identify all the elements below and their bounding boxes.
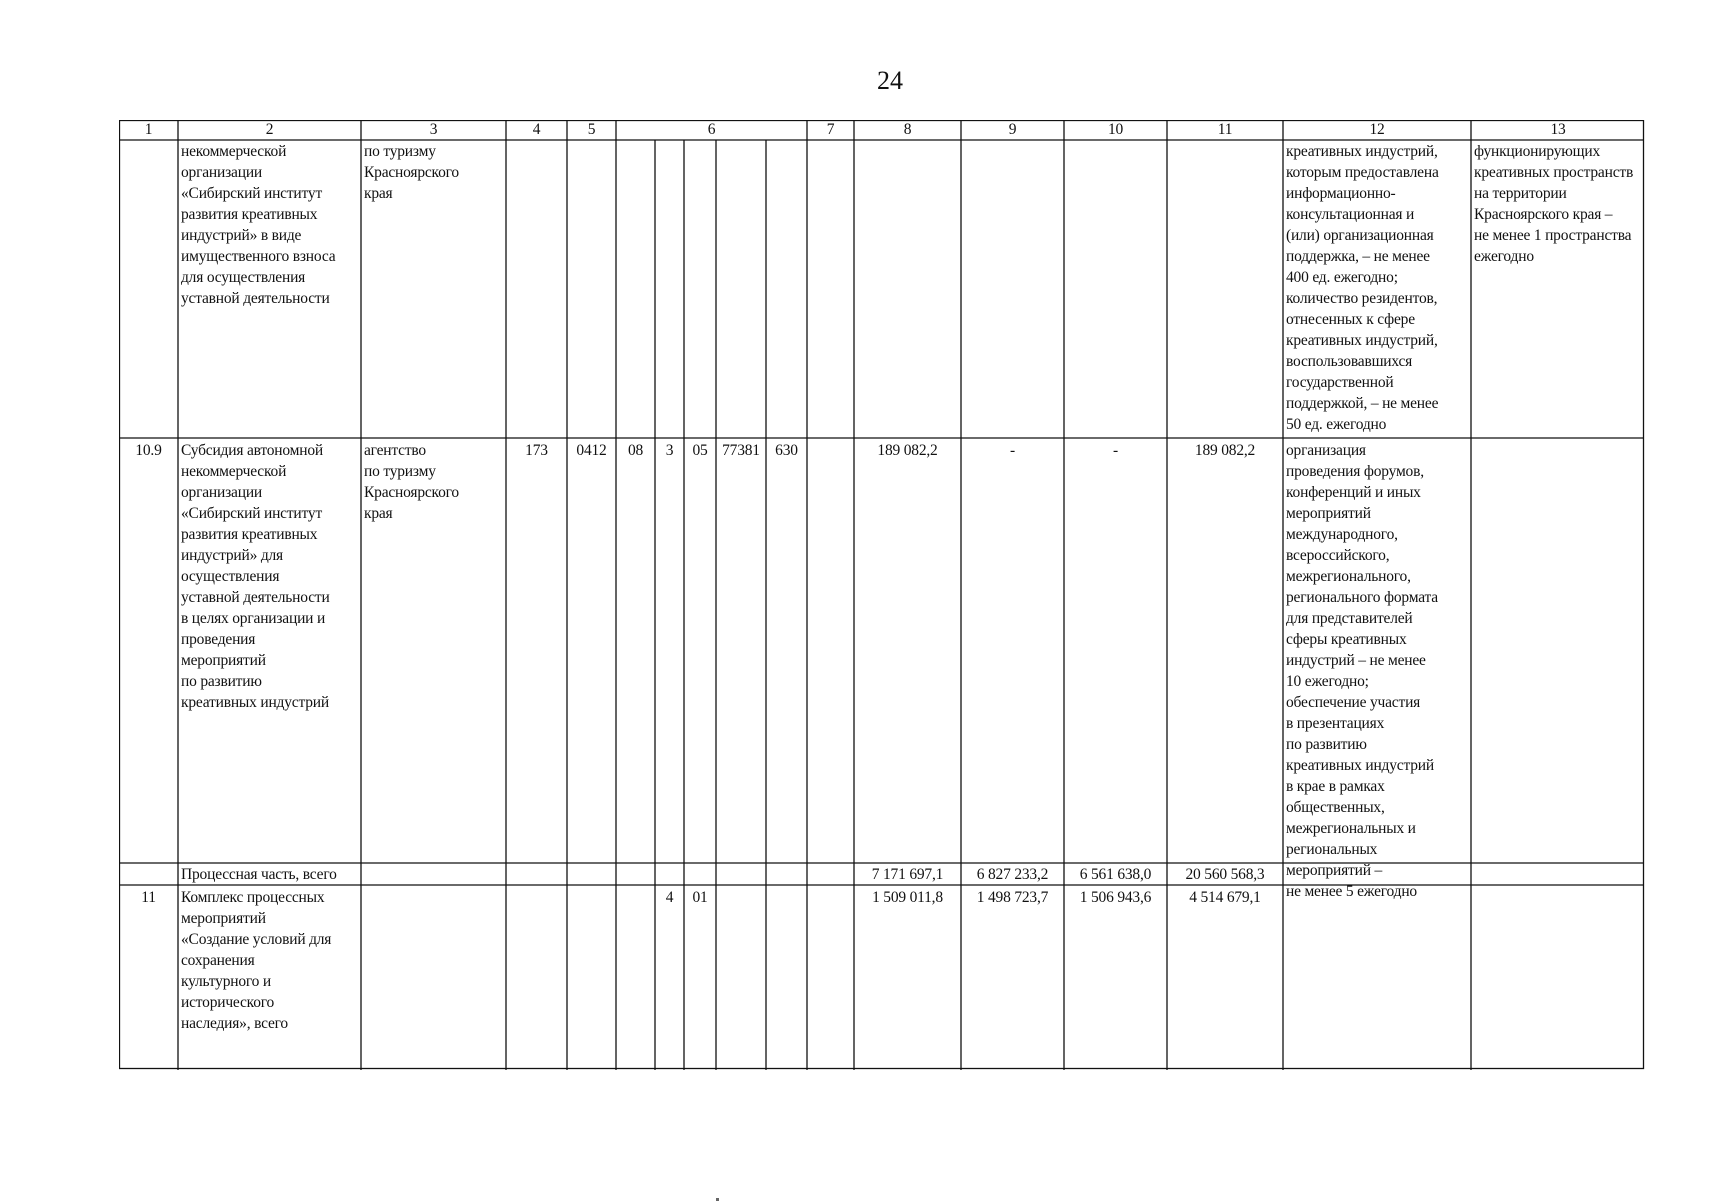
row-11-number: 11 [141,889,156,906]
row-11-col8: 1 509 011,8 [872,889,943,906]
col-header-2: 2 [265,121,274,138]
row-10-9-col6b: 3 [665,442,674,459]
row-11-name: Комплекс процессных мероприятий «Создание условий для сохранения культурного и исторического наследия», всего [181,889,332,1032]
total-row-col9: 6 827 233,2 [976,866,1049,883]
col-header-8: 8 [903,121,912,138]
row-10-9-col7: 630 [775,442,798,459]
continued-goal-indicator: функционирующих креативных пространств на территории Красноярского края – не менее 1 пространства ежегодно [1474,143,1634,265]
continued-item-name: некоммерческой организации «Сибирский институт развития креативных индустрий» в виде имущественного взноса для осуществления уставной деятельности [181,143,336,307]
row-10-9-result-indicator: организация проведения форумов, конференций и иных мероприятий международного, всероссийского, межрегионального, регионального формата для представителей сферы креативных индустрий – не менее 10 ежегодно; обеспечение участия в презентациях по развитию креативных индустрий в крае в рамках общественных, межрегиональных и региональных мероприятий – не менее 5 ежегодно [1286,442,1438,900]
row-11-col11: 4 514 679,1 [1189,889,1261,906]
col-header-3: 3 [429,121,438,138]
row-10-9-col4: 173 [525,442,548,459]
col-header-6: 6 [707,121,716,138]
col-header-11: 11 [1217,121,1233,138]
row-10-9-executor: агентство по туризму Красноярского края [364,442,459,522]
col-header-12: 12 [1369,121,1385,138]
row-11-col6b: 4 [665,889,674,906]
col-header-1: 1 [144,121,153,138]
row-11-col9: 1 498 723,7 [976,889,1049,906]
continued-executor: по туризму Красноярского края [364,143,459,202]
row-10-9-col8: 189 082,2 [877,442,938,459]
page-number: 24 [877,66,903,95]
total-row-label: Процессная часть, всего [181,866,337,883]
col-header-4: 4 [532,121,541,138]
total-row-col8: 7 171 697,1 [871,866,944,883]
row-10-9-col6d: 77381 [722,442,760,459]
row-11-col6c: 01 [692,889,708,906]
row-10-9-col10: - [1113,442,1118,459]
row-10-9-col6a: 08 [627,442,644,459]
row-10-9-col5: 0412 [576,442,607,459]
row-10-9-name: Субсидия автономной некоммерческой организации «Сибирский институт развития креативных индустрий» для осуществления уставной деятельности в целях организации и проведения мероприятий по развитию креативных индустрий [181,442,330,711]
col-header-10: 10 [1107,121,1124,138]
row-10-9-col11: 189 082,2 [1194,442,1256,459]
col-header-13: 13 [1550,121,1566,138]
col-header-9: 9 [1008,121,1017,138]
total-row-col10: 6 561 638,0 [1079,866,1152,883]
col-header-5: 5 [587,121,596,138]
continued-result-indicator: креативных индустрий, которым предоставлена информационно- консультационная и (или) организационная поддержка, – не менее 400 ед. ежегодно; количество резидентов, отнесенных к сфере креативных индустрий, воспользовавшихся государственной поддержкой, – не менее 50 ед. ежегодно [1286,143,1439,433]
budget-table [119,120,1645,1070]
row-10-9-col9: - [1010,442,1015,459]
row-11-col10: 1 506 943,6 [1079,889,1152,906]
total-row-col11: 20 560 568,3 [1185,866,1265,883]
row-10-9-col6c: 05 [692,442,708,459]
col-header-7: 7 [826,121,835,138]
row-10-9-number: 10.9 [135,442,162,459]
